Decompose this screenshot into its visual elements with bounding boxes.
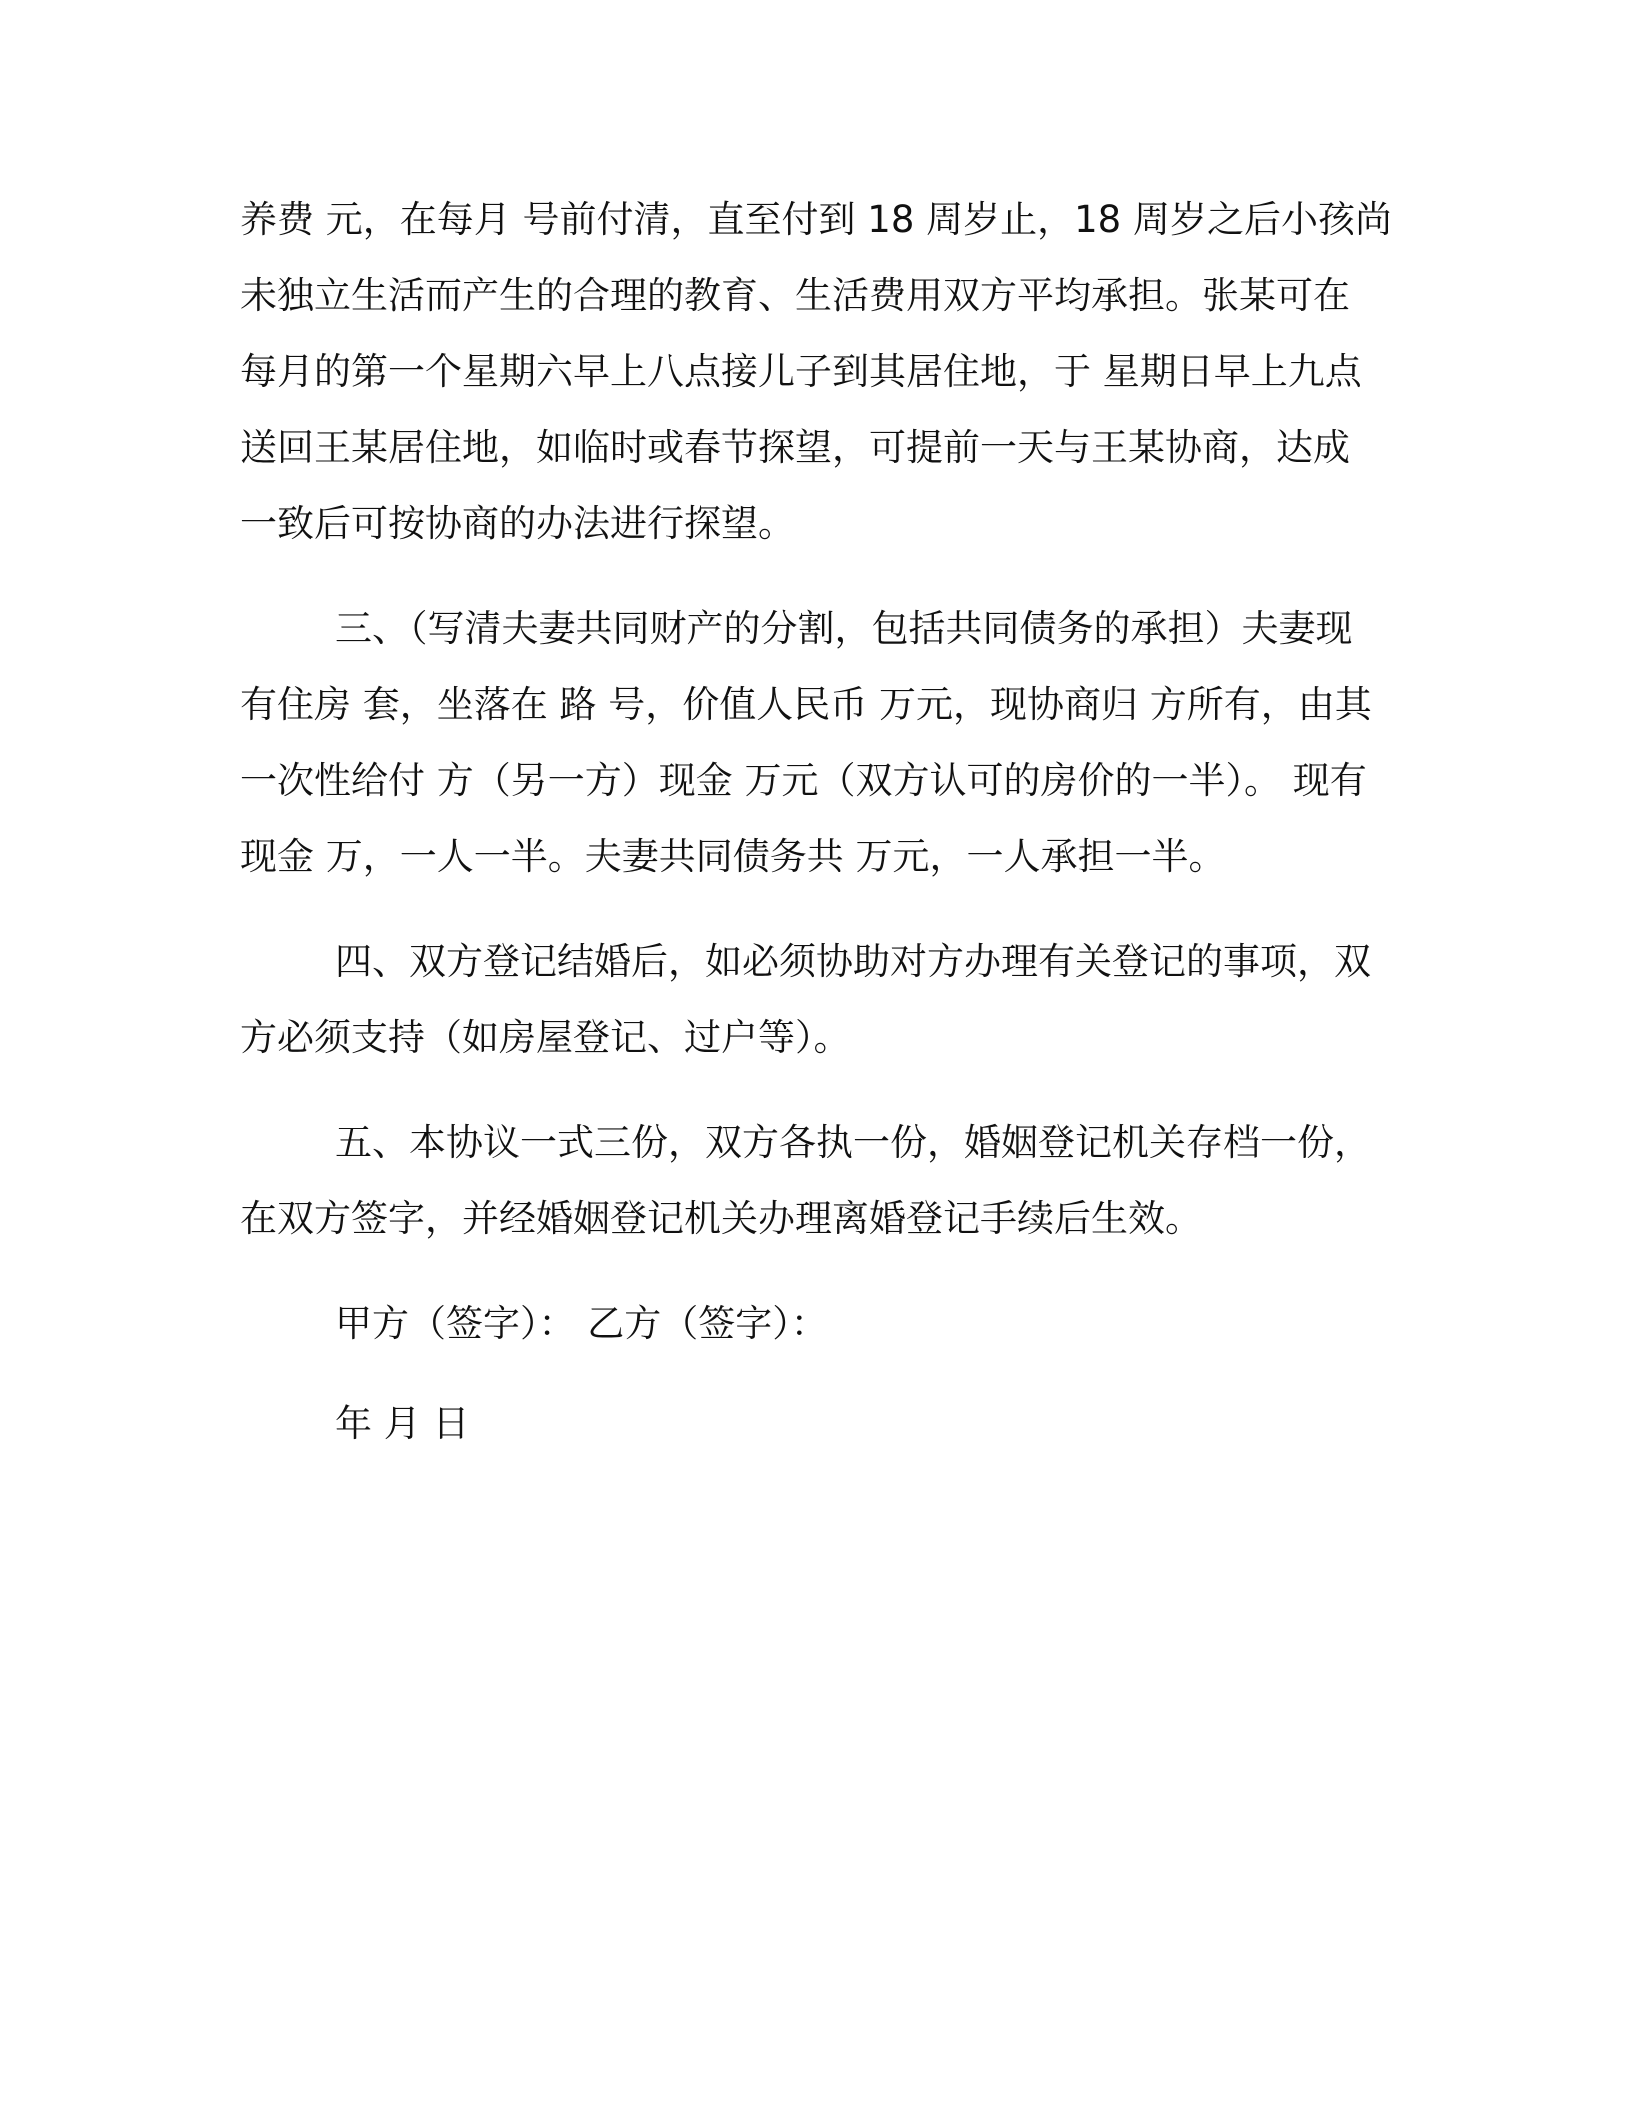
paragraph-line: 方必须支持（如房屋登记、过户等）。 — [240, 1016, 851, 1059]
paragraph-line: 未独立生活而产生的合理的教育、生活费用双方平均承担。张某可在 — [240, 274, 1350, 317]
date-line: 年 月 日 — [335, 1402, 470, 1445]
paragraph-line: 养费 元，在每月 号前付清，直至付到 18 周岁止，18 周岁之后小孩尚 — [240, 198, 1392, 241]
paragraph-line: 一次性给付 方（另一方）现金 万元（双方认可的房价的一半）。 现有 — [240, 759, 1367, 802]
paragraph-line: 在双方签字，并经婚姻登记机关办理离婚登记手续后生效。 — [240, 1197, 1202, 1240]
section-five-first-line: 五、本协议一式三份，双方各执一份，婚姻登记机关存档一份， — [335, 1121, 1371, 1164]
section-four-first-line: 四、双方登记结婚后，如必须协助对方办理有关登记的事项，双 — [335, 940, 1371, 983]
section-three-first-line: 三、（写清夫妻共同财产的分割，包括共同债务的承担）夫妻现 — [335, 607, 1353, 650]
paragraph-line: 一致后可按协商的办法进行探望。 — [240, 502, 795, 545]
signature-line: 甲方（签字）： 乙方（签字）： — [335, 1302, 828, 1345]
paragraph-line: 有住房 套，坐落在 路 号，价值人民币 万元，现协商归 方所有，由其 — [240, 683, 1372, 726]
paragraph-line: 每月的第一个星期六早上八点接儿子到其居住地，于 星期日早上九点 — [240, 350, 1362, 393]
paragraph-line: 现金 万，一人一半。夫妻共同债务共 万元，一人承担一半。 — [240, 835, 1226, 878]
paragraph-line: 送回王某居住地，如临时或春节探望，可提前一天与王某协商，达成 — [240, 426, 1350, 469]
